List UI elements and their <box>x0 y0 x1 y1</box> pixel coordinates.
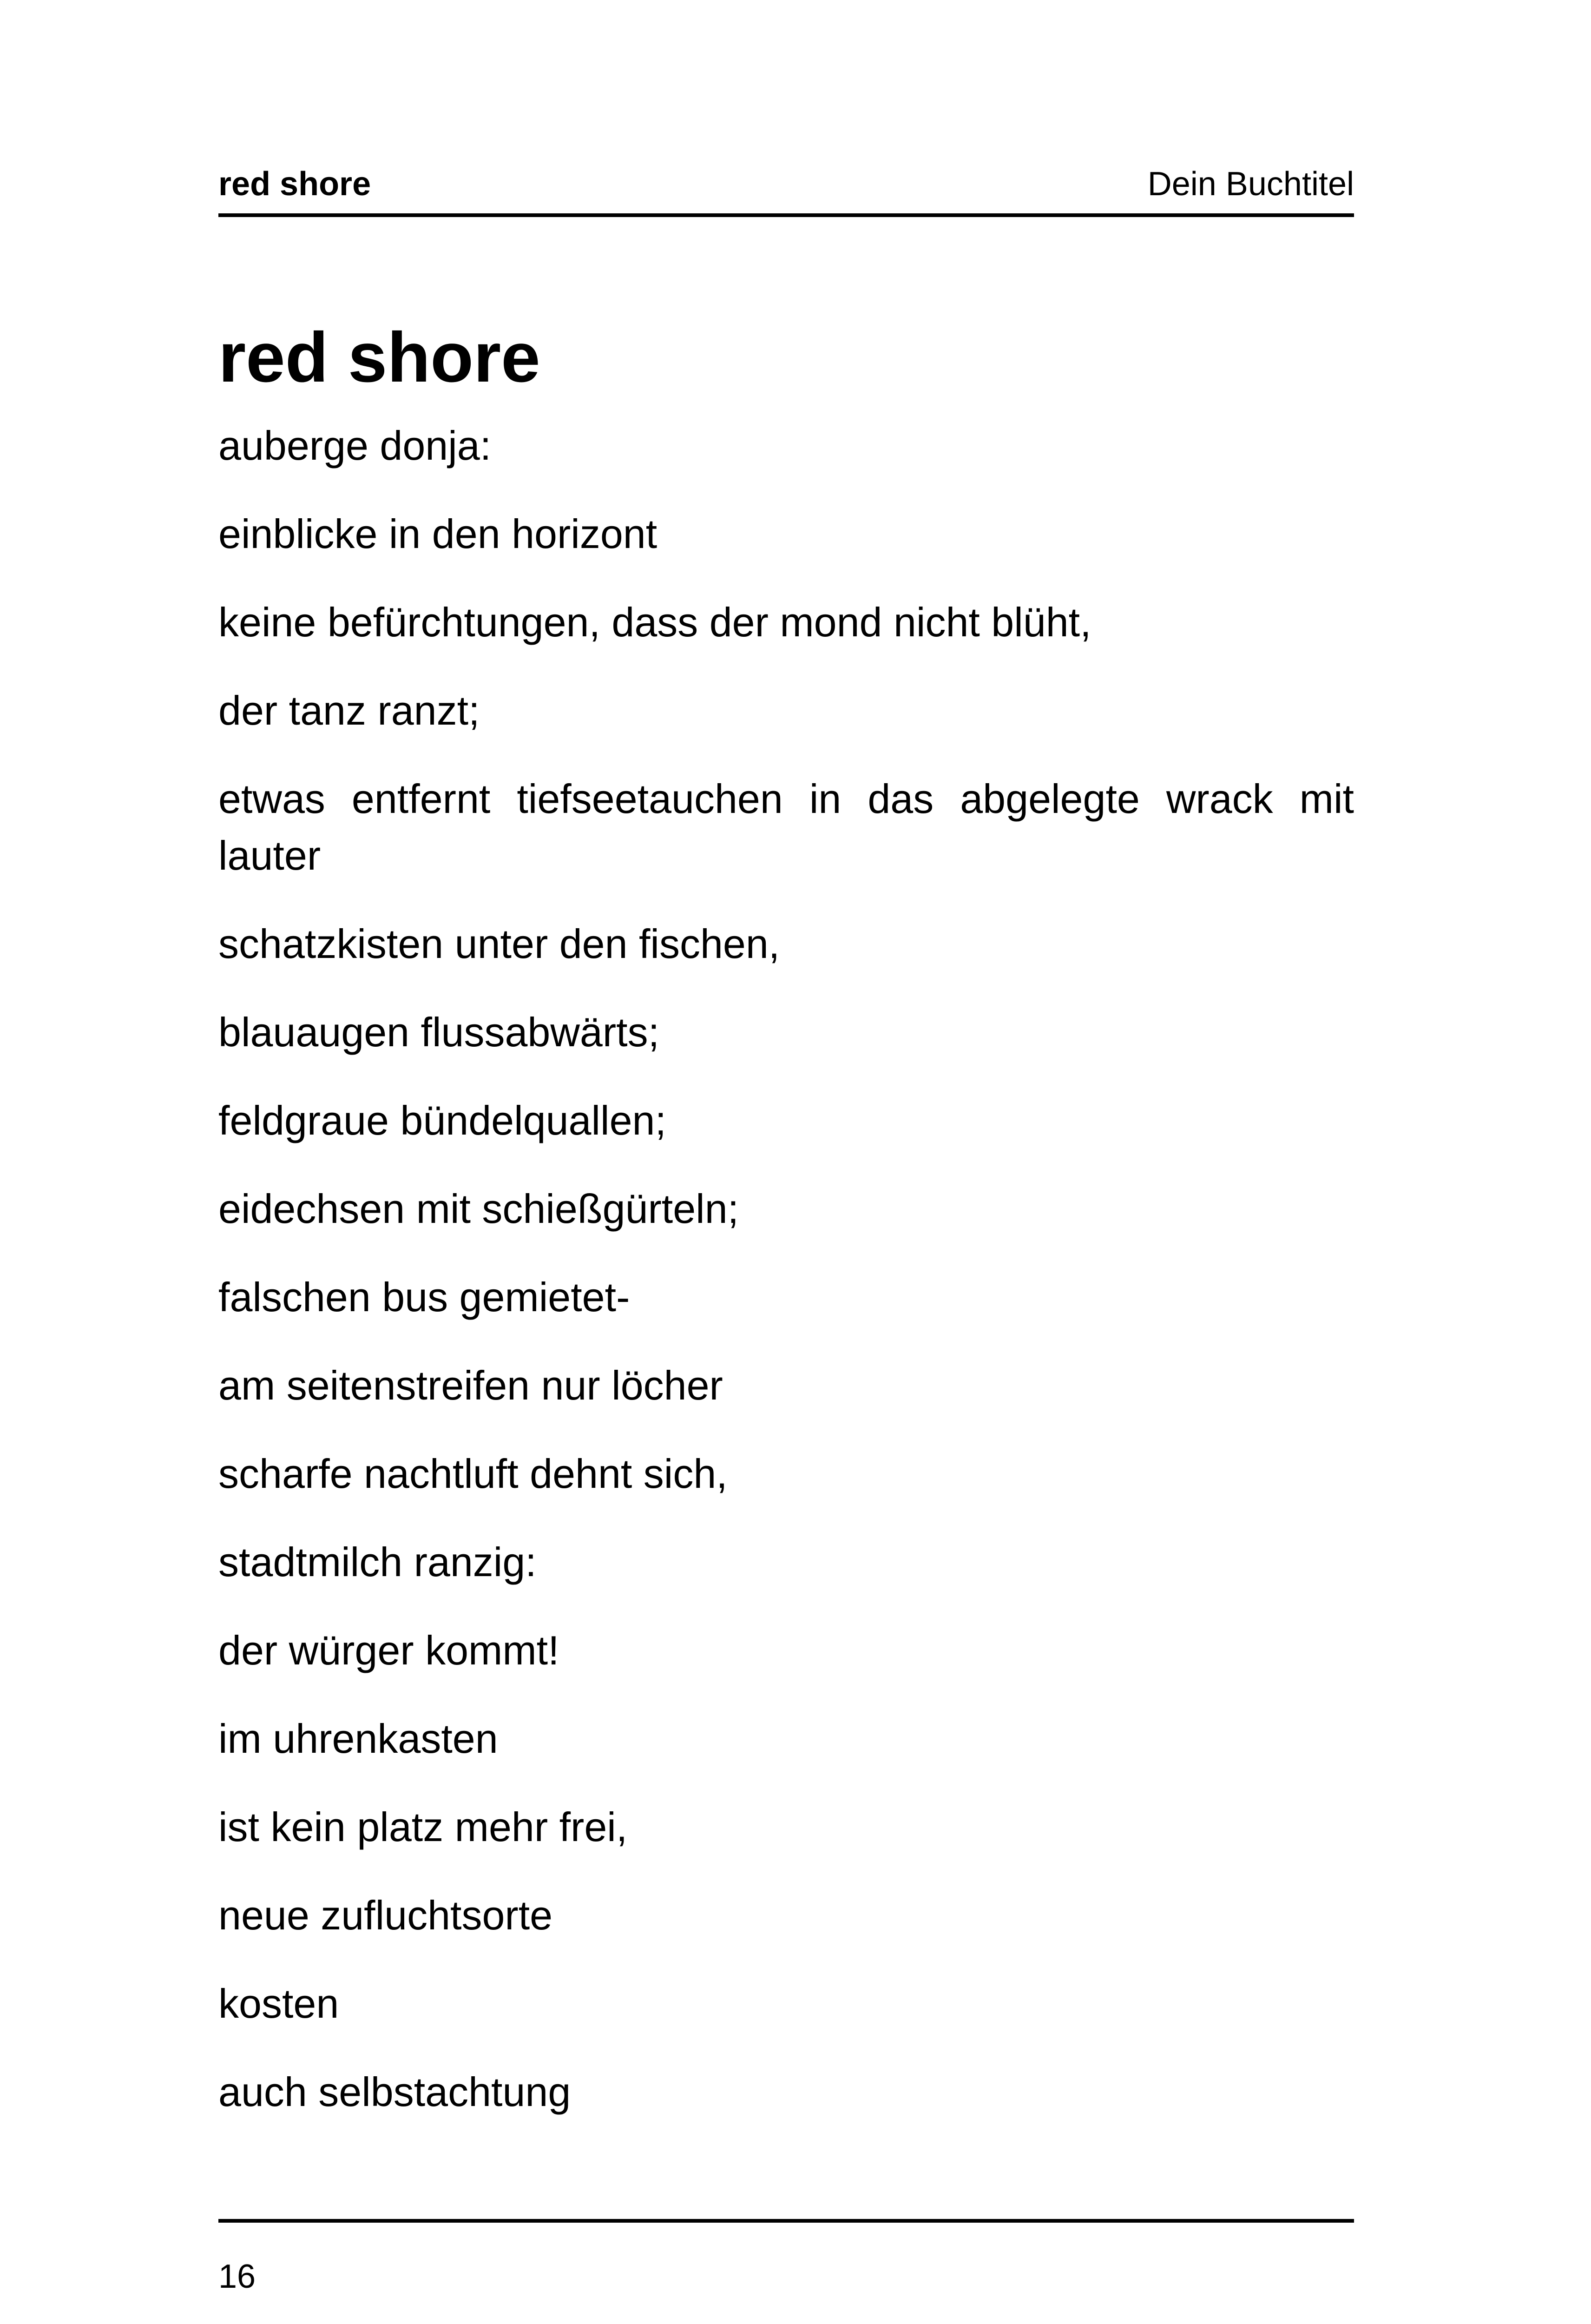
running-header <box>218 163 1354 218</box>
running-header-chapter-title: red shore <box>218 165 371 203</box>
poem-line: am seitenstreifen nur löcher <box>218 1362 723 1408</box>
poem-line: einblicke in den horizont <box>218 511 657 557</box>
poem-line: kosten <box>218 1981 339 2027</box>
poem-line: im uhrenkasten <box>218 1716 498 1762</box>
poem-line: blauaugen flussabwärts; <box>218 1009 660 1055</box>
poem-line: etwas entfernt tiefseetauchen in das abgelegte wrack mit lauter <box>218 776 1354 878</box>
poem-line: auberge donja: <box>218 423 492 469</box>
poem-line: neue zufluchtsorte <box>218 1892 553 1938</box>
poem-line: falschen bus gemietet- <box>218 1274 630 1320</box>
poem-line: der würger kommt! <box>218 1627 559 1673</box>
footer-divider <box>218 2219 1354 2223</box>
poem-line: ist kein platz mehr frei, <box>218 1804 628 1850</box>
poem-line: keine befürchtungen, dass der mond nicht blüht, <box>218 599 1091 645</box>
header-divider <box>218 213 1354 217</box>
poem-title: red shore <box>218 318 540 397</box>
poem-line: feldgraue bündelquallen; <box>218 1097 666 1143</box>
poem-line: stadtmilch ranzig: <box>218 1539 537 1585</box>
poem <box>218 318 1354 2120</box>
poem-line: schatzkisten unter den fischen, <box>218 921 780 967</box>
poem-line: eidechsen mit schießgürteln; <box>218 1186 739 1232</box>
page-number: 16 <box>218 2258 256 2295</box>
poem-line: der tanz ranzt; <box>218 687 480 733</box>
running-header-book-title: Dein Buchtitel <box>1147 165 1354 203</box>
poem-lines <box>218 417 1354 2120</box>
poem-line: scharfe nachtluft dehnt sich, <box>218 1451 728 1497</box>
poem-line: auch selbstachtung <box>218 2069 571 2115</box>
